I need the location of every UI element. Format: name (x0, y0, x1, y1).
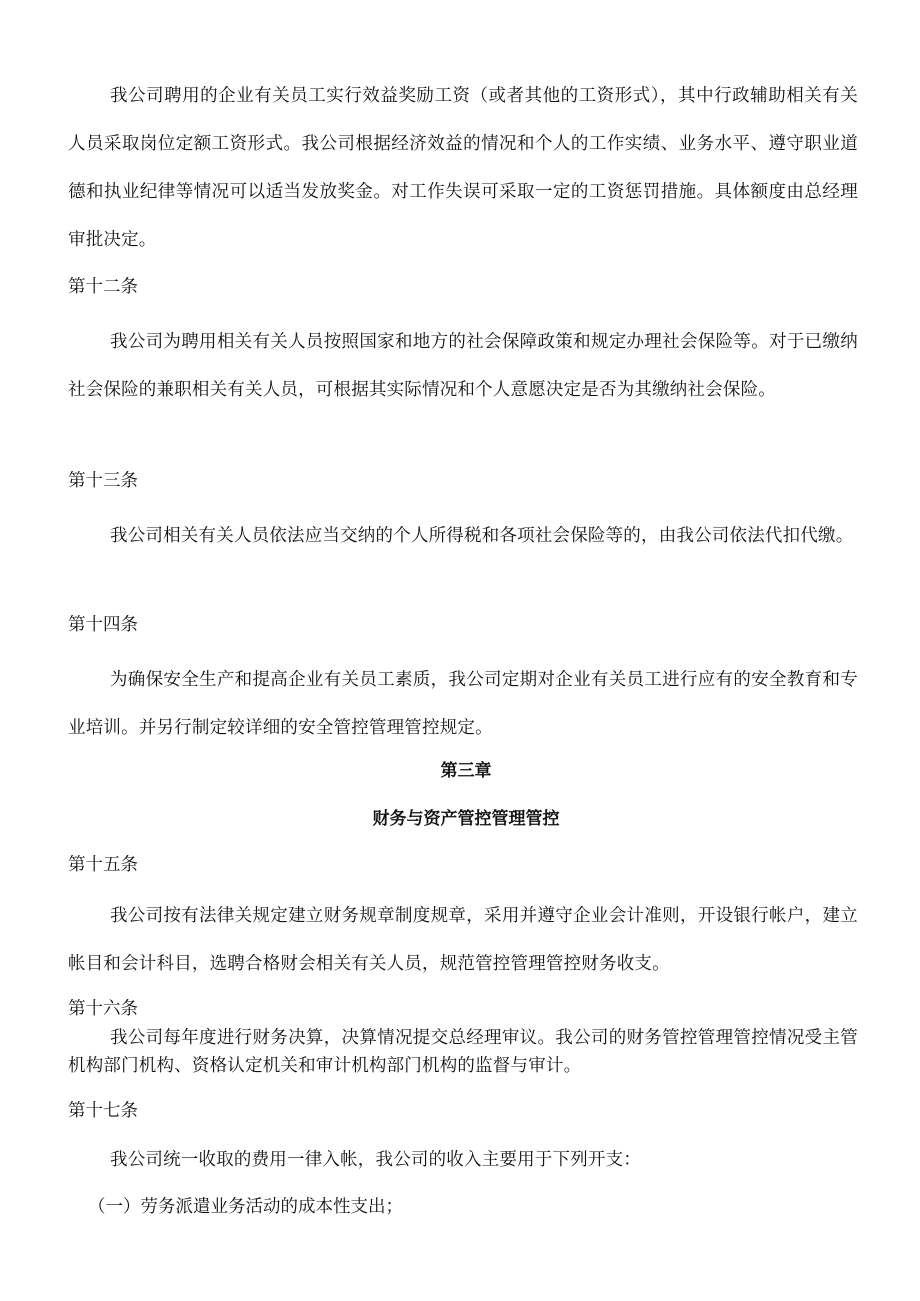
paragraph-wage-policy: 我公司聘用的企业有关员工实行效益奖励工资（或者其他的工资形式），其中行政辅助相关有关人员采取岗位定额工资形式。我公司根据经济效益的情况和个人的工作实绩、业务水平、遵守职业道德和执业纪律等情况可以适当发放奖金。对工作失误可采取一定的工资惩罚措施。具体额度由总经理审批决定。 (68, 86, 858, 250)
list-item: （一）劳务派遣业务活动的成本性支出； (88, 1197, 403, 1217)
chapter-title: 第三章 (440, 761, 492, 781)
chapter-subtitle: 财务与资产管控管理管控 (372, 809, 560, 829)
article-12-text: 我公司为聘用相关有关人员按照国家和地方的社会保障政策和规定办理社会保险等。对于已缴纳社会保险的兼职相关有关人员，可根据其实际情况和个人意愿决定是否为其缴纳社会保险。 (68, 332, 858, 400)
article-17-title: 第十七条 (68, 1101, 138, 1121)
article-12-title: 第十二条 (68, 277, 138, 297)
article-14-title: 第十四条 (68, 615, 138, 635)
article-14-text: 为确保安全生产和提高企业有关员工素质，我公司定期对企业有关员工进行应有的安全教育和专业培训。并另行制定较详细的安全管控管理管控规定。 (68, 670, 858, 738)
article-16-title: 第十六条 (68, 999, 138, 1019)
article-17-text: 我公司统一收取的费用一律入帐，我公司的收入主要用于下列开支： (110, 1150, 641, 1170)
article-13-text: 我公司相关有关人员依法应当交纳的个人所得税和各项社会保险等的，由我公司依法代扣代缴。 (110, 526, 854, 546)
article-16-text: 我公司每年度进行财务决算，决算情况提交总经理审议。我公司的财务管控管理管控情况受主管机构部门机构、资格认定机关和审计机构部门机构的监督与审计。 (68, 1028, 858, 1076)
article-15-title: 第十五条 (68, 855, 138, 875)
article-13-title: 第十三条 (68, 471, 138, 491)
article-15-text: 我公司按有法律关规定建立财务规章制度规章，采用并遵守企业会计准则，开设银行帐户，建立帐目和会计科目，选聘合格财会相关有关人员，规范管控管理管控财务收支。 (68, 906, 858, 974)
